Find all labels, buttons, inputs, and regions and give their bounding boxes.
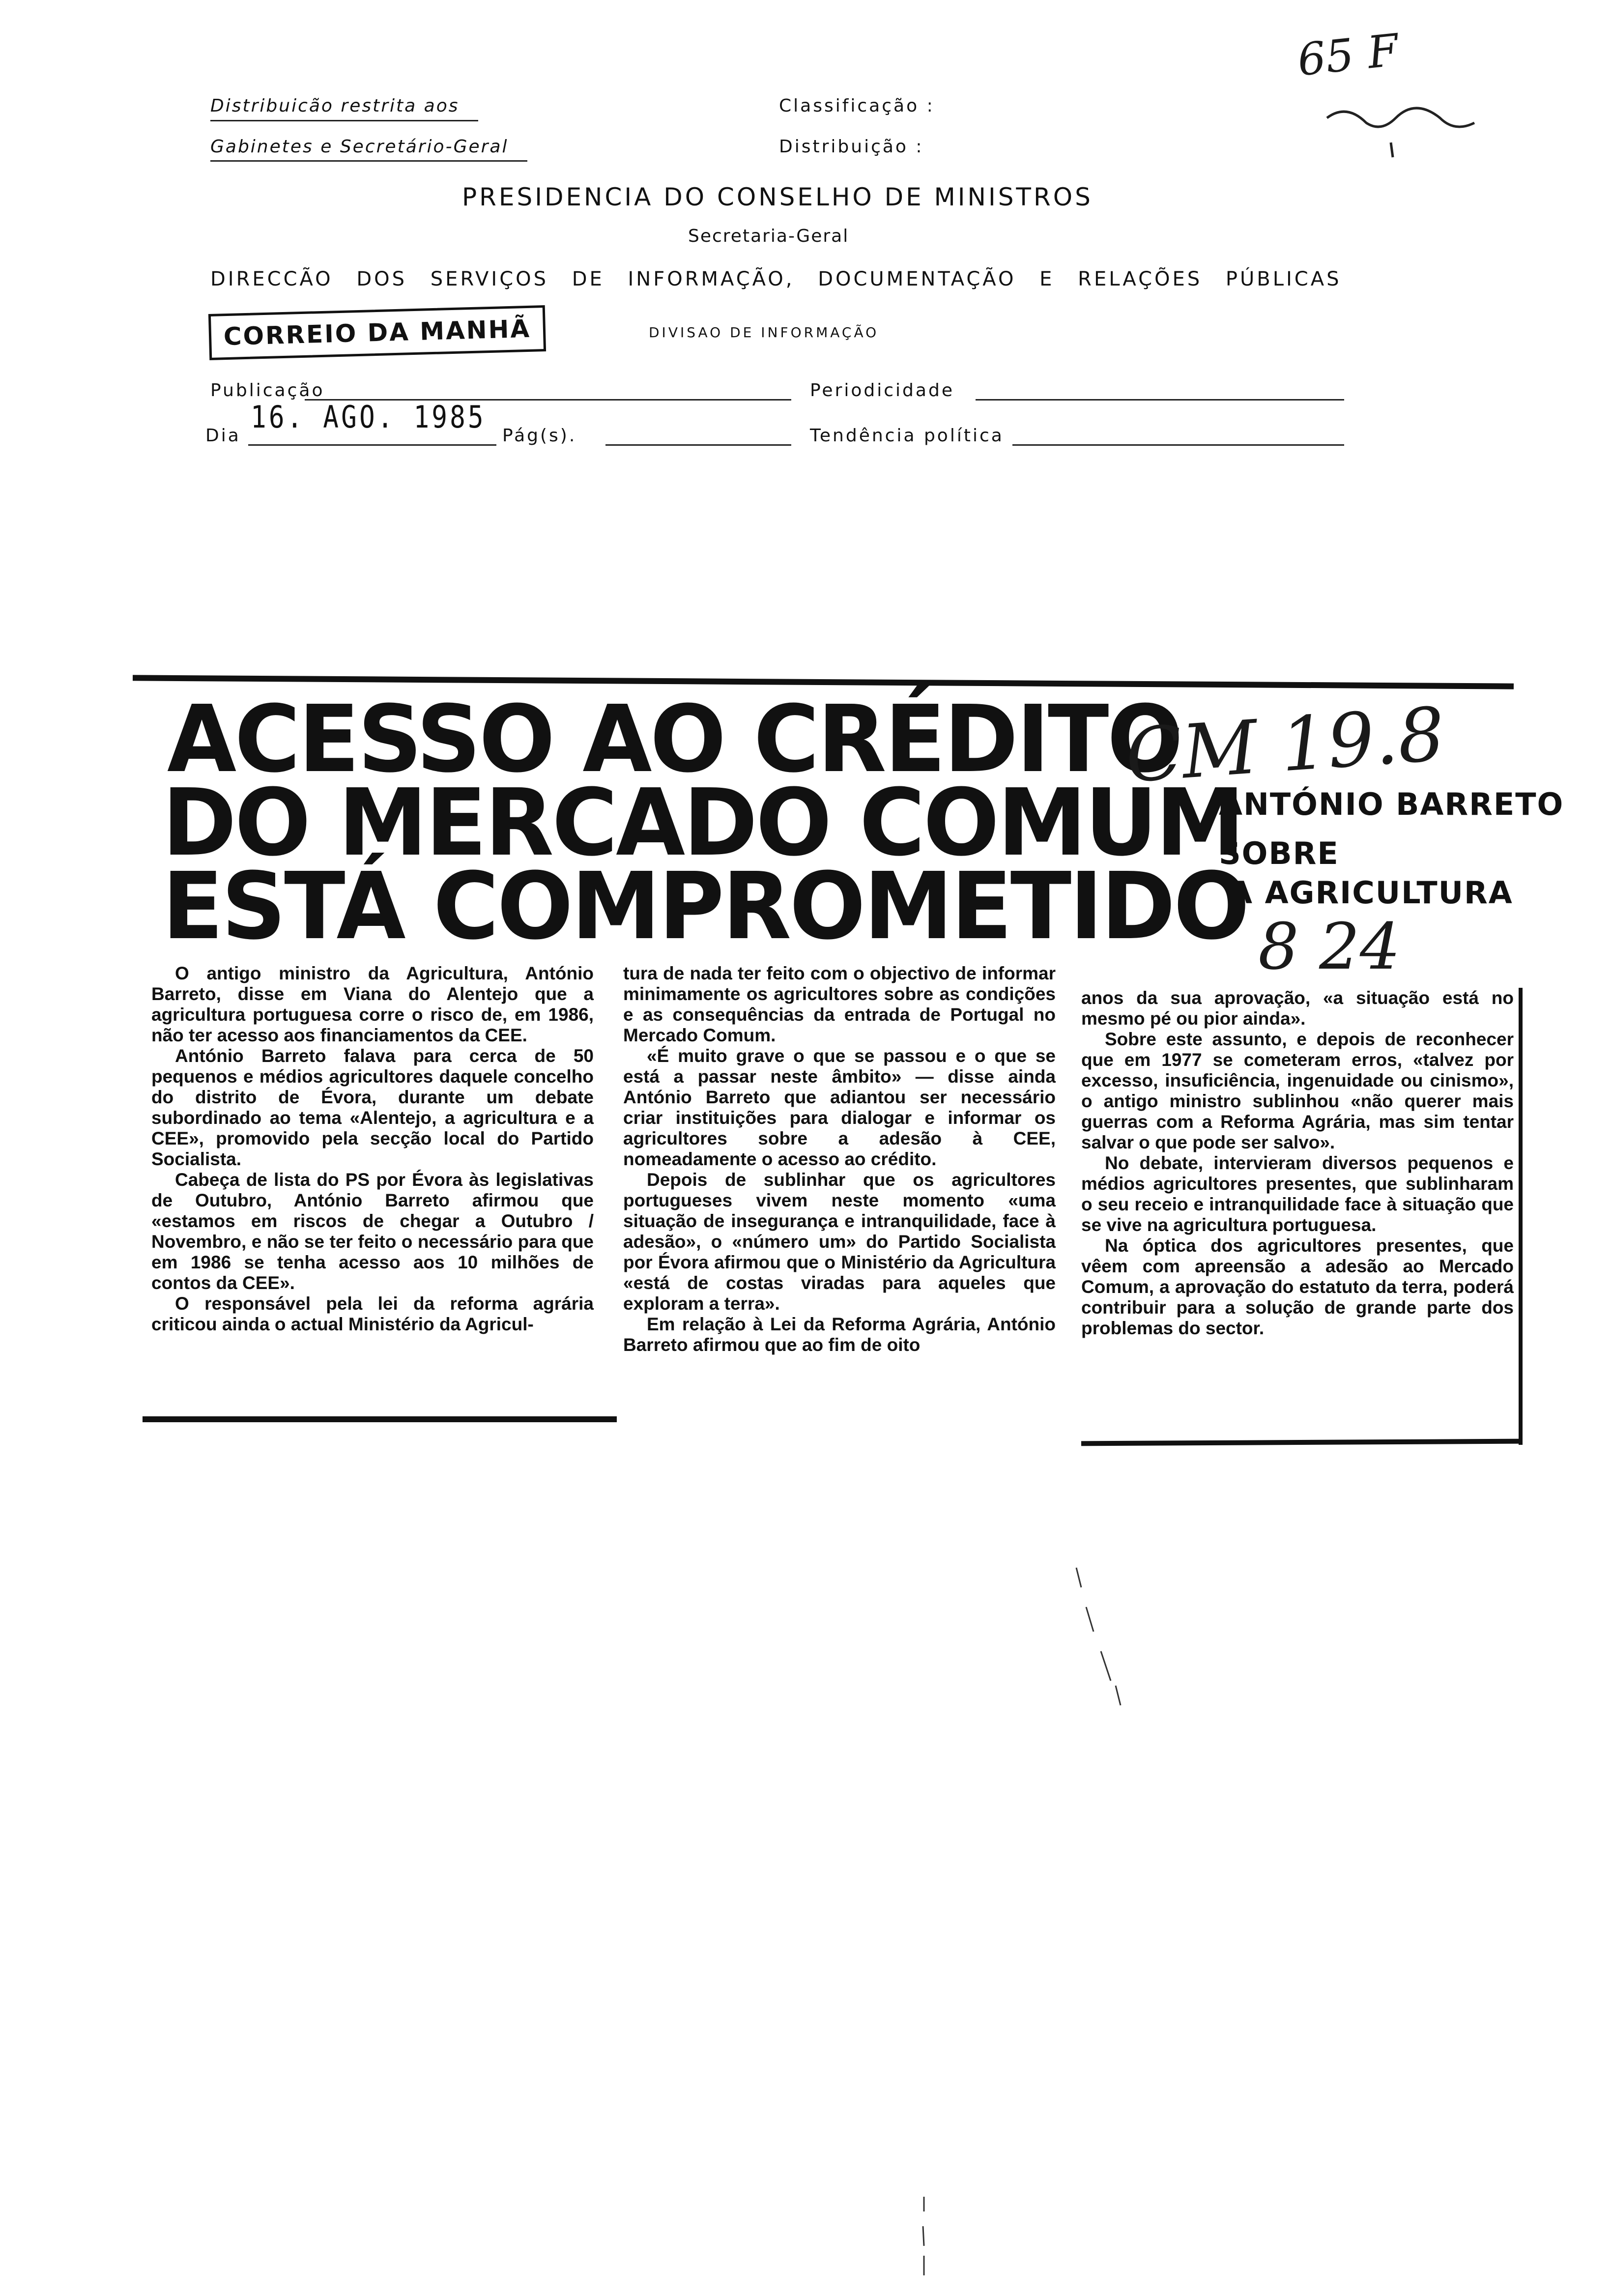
distribution-restriction-line1: Distribuicão restrita aos	[210, 96, 460, 116]
periodicity-underline	[976, 399, 1344, 401]
pages-label: Pág(s).	[502, 426, 577, 446]
column-3-bottom-rule	[1081, 1439, 1523, 1446]
col3-paragraph: anos da sua aprovação, «a situação está no mesmo pé ou pior ainda».	[1081, 988, 1514, 1029]
handwritten-scribble-icon	[1322, 88, 1489, 162]
article-column-1	[151, 963, 594, 1335]
distribution-underline-1	[210, 120, 478, 121]
col3-paragraph: No debate, intervieram diversos pequenos e médios agricultores presentes, que sublinharam o seu receio e intranquilidade face à situação que se vive na agricultura portuguesa.	[1081, 1153, 1514, 1235]
pages-underline	[605, 444, 791, 446]
handwritten-note-bottom: 8 24	[1258, 909, 1401, 984]
col2-paragraph: «É muito grave o que se passou e o que se está a passar neste âmbito» — disse ainda António Barreto que adiantou ser necessário criar instituições para dialogar e informar os agricultores sobre a adesão à CEE, nomeadamente o acesso ao crédito.	[623, 1046, 1056, 1169]
handwritten-corner-note: 65 F	[1295, 24, 1401, 86]
scan-mark-icon	[919, 2197, 929, 2280]
col1-paragraph: António Barreto falava para cerca de 50 pequenos e médios agricultores daquele concelho do distrito de Évora, durante um debate subordinado ao tema «Alentejo, a agricultura e a CEE», promovido pela secção local do Partido Socialista.	[151, 1046, 594, 1169]
byline-topic: A AGRICULTURA	[1229, 875, 1513, 911]
article-column-3	[1081, 988, 1514, 1339]
newspaper-stamp: CORREIO DA MANHÃ	[208, 305, 546, 360]
day-label: Dia	[205, 426, 241, 446]
headline-line-1: ACESSO AO CRÉDITO	[167, 686, 1181, 793]
column-1-bottom-rule	[143, 1416, 617, 1422]
col3-paragraph: Na óptica dos agricultores presentes, que vêem com apreensão a adesão ao Mercado Comum, a aprovação do estatuto da terra, poderá contribuir para a solução de grande parte dos problemas do sector.	[1081, 1235, 1514, 1338]
directorate-line: DIRECCÃO DOS SERVIÇOS DE INFORMAÇÃO, DOCUMENTAÇÃO E RELAÇÕES PÚBLICAS	[210, 268, 1342, 290]
publication-label: Publicação	[210, 380, 325, 401]
distribution-label: Distribuição :	[779, 137, 924, 157]
handwritten-note-top: CM 19.8	[1123, 691, 1448, 800]
division-label: DIVISAO DE INFORMAÇÃO	[649, 324, 879, 341]
col2-paragraph: Depois de sublinhar que os agricultores portugueses vivem neste momento «uma situação de insegurança e intranquilidade, face à adesão», o «número um» do Partido Socialista por Évora afirmou que o Ministério da Agricultura «está de costas viradas para aqueles que exploram a terra».	[623, 1170, 1056, 1314]
political-underline	[1012, 444, 1344, 446]
headline-line-2: DO MERCADO COMUM	[162, 769, 1243, 877]
column-3-right-rule	[1519, 988, 1523, 1445]
col2-paragraph: tura de nada ter feito com o objectivo de informar minimamente os agricultores sobre as condições e as consequências da entrada de Portugal no Mercado Comum.	[623, 963, 1056, 1045]
classification-label: Classificação :	[779, 96, 935, 116]
distribution-underline-2	[210, 160, 527, 162]
col1-paragraph: Cabeça de lista do PS por Évora às legislativas de Outubro, António Barreto afirmou que «estamos em riscos de chegar a Outubro / Novembro, e não se ter feito o necessário para que em 1986 se tenha acesso aos 10 milhões de contos da CEE».	[151, 1170, 594, 1293]
political-tendency-label: Tendência política	[810, 426, 1004, 446]
byline-sobre: SOBRE	[1219, 835, 1339, 871]
periodicity-label: Periodicidade	[810, 380, 954, 401]
col3-paragraph: Sobre este assunto, e depois de reconhecer que em 1977 se cometeram erros, «talvez por excesso, insuficiência, ingenuidade ou cinismo», o antigo ministro sublinhou «não querer mais guerras com a Reforma Agrária, mas sim tentar salvar o que pode ser salvo».	[1081, 1029, 1514, 1152]
distribution-restriction-line2: Gabinetes e Secretário-Geral	[210, 137, 509, 157]
institution-title: PRESIDENCIA DO CONSELHO DE MINISTROS	[462, 183, 1093, 211]
col1-paragraph: O antigo ministro da Agricultura, António Barreto, disse em Viana do Alentejo que a agricultura portuguesa corre o risco de, em 1986, não ter acesso aos financiamentos da CEE.	[151, 963, 594, 1045]
scan-mark-icon	[1071, 1563, 1130, 1710]
date-stamp: 16. AGO. 1985	[251, 399, 486, 435]
headline-line-3: ESTÁ COMPROMETIDO	[162, 853, 1248, 960]
col2-paragraph: Em relação à Lei da Reforma Agrária, António Barreto afirmou que ao fim de oito	[623, 1314, 1056, 1355]
col1-paragraph: O responsável pela lei da reforma agrária criticou ainda o actual Ministério da Agricul-	[151, 1293, 594, 1334]
secretariat-subtitle: Secretaria-Geral	[688, 226, 849, 246]
article-column-2	[623, 963, 1056, 1355]
byline-author: ANTÓNIO BARRETO	[1219, 786, 1564, 822]
day-underline	[248, 444, 496, 446]
